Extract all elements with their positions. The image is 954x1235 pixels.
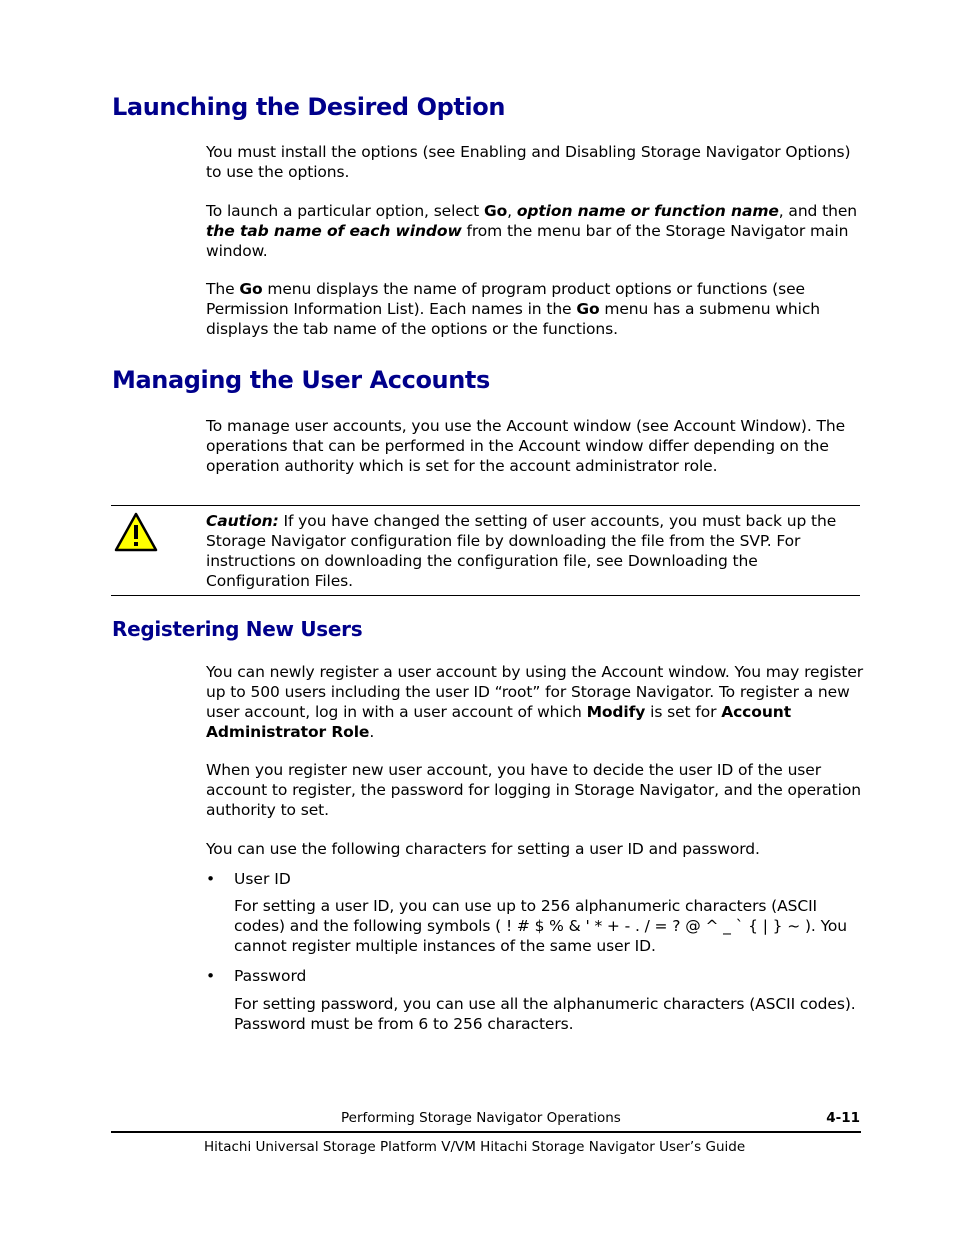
footer-guide-title: Hitachi Universal Storage Platform V/VM Hitachi Storage Navigator User’s Guide [204, 1139, 746, 1155]
paragraph-manage-accounts: To manage user accounts, you use the Account window (see Account Window). The operations that can be performed in the Account window differ depending on the operation authority which is set for the account administrator role. [206, 417, 846, 475]
heading-registering: Registering New Users [112, 617, 363, 641]
paragraph-register-account: You can newly register a user account by using the Account window. You may register up to 500 users including the user ID “root” for Storage Navigator. To register a new user account, log in with a user account of which Modify is set for Account Administrator Role. [206, 663, 864, 741]
paragraph-install-options: You must install the options (see Enabling and Disabling Storage Navigator Options) to use the options. [206, 143, 851, 181]
warning-icon [114, 512, 158, 552]
paragraph-characters: You can use the following characters for setting a user ID and password. [206, 840, 760, 858]
footer-chapter-title: Performing Storage Navigator Operations [341, 1110, 621, 1126]
bullet-marker: • [206, 870, 216, 888]
heading-managing: Managing the User Accounts [112, 366, 490, 394]
bullet-text-userid: For setting a user ID, you can use up to 256 alphanumeric characters (ASCII codes) and the following symbols ( ! # $ % & ' * + - . / = ? @ ^ _ ` { | } ~ ). You cannot register multiple instances of the same user ID. [234, 897, 847, 955]
bullet-label-password: Password [234, 967, 307, 985]
caution-note [111, 505, 860, 596]
footer-divider [111, 1131, 861, 1133]
caution-label: Caution: [206, 512, 279, 530]
bullet-marker: • [206, 967, 216, 985]
heading-launching: Launching the Desired Option [112, 93, 506, 121]
bullet-label-userid: User ID [234, 870, 291, 888]
paragraph-decide-userid: When you register new user account, you have to decide the user ID of the user account to register, the password for logging in Storage Navigator, and the operation authority to set. [206, 761, 861, 819]
footer-page-number: 4-11 [826, 1110, 860, 1126]
bullet-text-password: For setting password, you can use all the alphanumeric characters (ASCII codes). Password must be from 6 to 256 characters. [234, 995, 856, 1033]
caution-text: Caution: If you have changed the setting of user accounts, you must back up the Storage Navigator configuration file by downloading the file from the SVP. For instructions on downloading the configuration file, see Downloading the Configuration Files. [206, 512, 837, 590]
paragraph-launch-option: To launch a particular option, select Go, option name or function name, and then the tab name of each window from the menu bar of the Storage Navigator main window. [206, 202, 857, 260]
paragraph-go-menu: The Go menu displays the name of program product options or functions (see Permission Information List). Each names in the Go menu has a submenu which displays the tab name of the options or the functions. [206, 280, 820, 338]
